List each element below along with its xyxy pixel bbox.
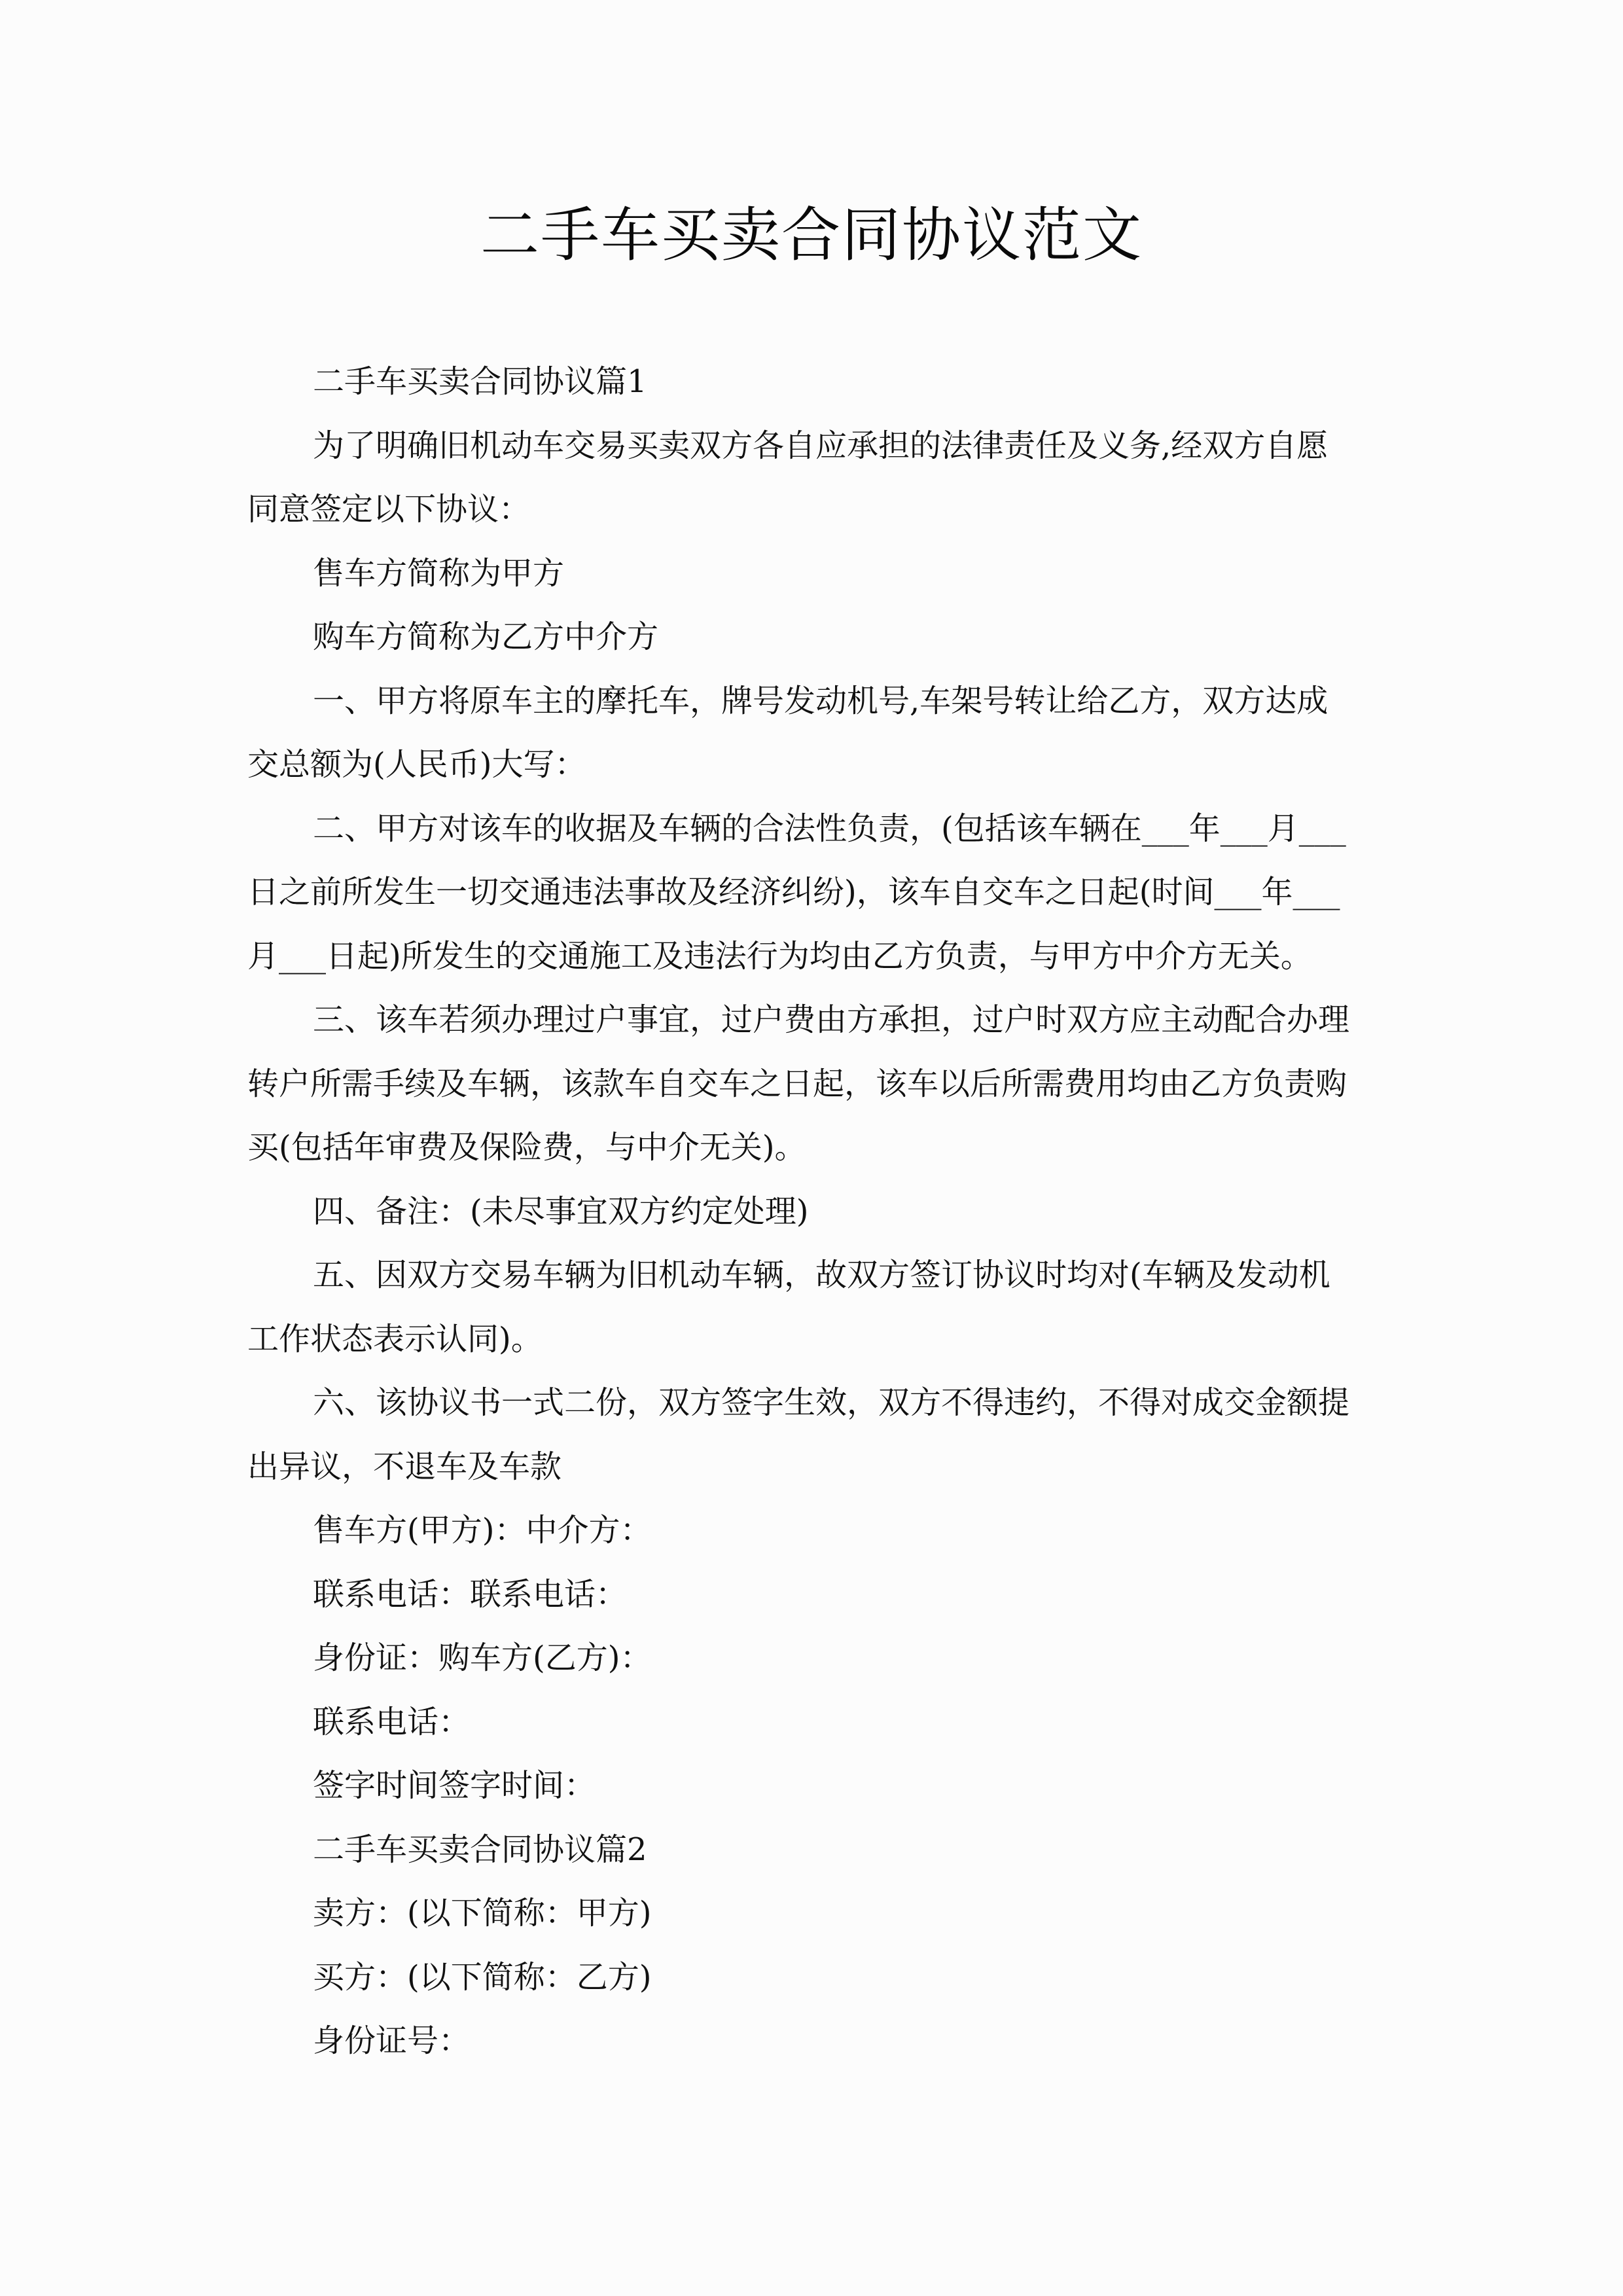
buyer-definition: 购车方简称为乙方中介方 <box>313 619 659 655</box>
seller-party-field: 卖方：(以下简称：甲方) <box>313 1895 652 1931</box>
document-title: 二手车买卖合同协议范文 <box>480 201 1143 270</box>
section-heading-2: 二手车买卖合同协议篇2 <box>313 1831 647 1868</box>
clause-1-line: 一、甲方将原车主的摩托车，牌号发动机号,车架号转让给乙方，双方达成 <box>313 682 1329 719</box>
clause-6-line: 出异议，不退车及车款 <box>247 1448 562 1485</box>
clause-2-line: 二、甲方对该车的收据及车辆的合法性负责，(包括该车辆在___年___月___ <box>313 810 1346 847</box>
intro-paragraph-line: 同意签定以下协议： <box>247 491 531 528</box>
clause-3-line: 买(包括年审费及保险费，与中介无关)。 <box>247 1129 806 1166</box>
clause-3-line: 转户所需手续及车辆，该款车自交车之日起，该车以后所需费用均由乙方负责购 <box>247 1065 1347 1102</box>
clause-5-line: 工作状态表示认同)。 <box>247 1320 543 1357</box>
signature-phone: 联系电话： <box>313 1703 471 1740</box>
clause-4-line: 四、备注：(未尽事宜双方约定处理) <box>313 1193 809 1230</box>
clause-5-line: 五、因双方交易车辆为旧机动车辆，故双方签订协议时均对(车辆及发动机 <box>313 1257 1330 1293</box>
signature-time: 签字时间签字时间： <box>313 1767 596 1804</box>
signature-id-buyer: 身份证：购车方(乙方)： <box>313 1640 652 1676</box>
clause-2-line: 月___日起)所发生的交通施工及违法行为均由乙方负责，与甲方中介方无关。 <box>247 937 1312 975</box>
seller-definition: 售车方简称为甲方 <box>313 554 565 592</box>
signature-seller-agent: 售车方(甲方)：中介方： <box>313 1512 652 1549</box>
buyer-party-field: 买方：(以下简称：乙方) <box>313 1958 652 1996</box>
id-number-field: 身份证号： <box>313 2022 471 2059</box>
clause-3-line: 三、该车若须办理过户事宜，过户费由方承担，过户时双方应主动配合办理 <box>313 1001 1350 1038</box>
intro-paragraph-line: 为了明确旧机动车交易买卖双方各自应承担的法律责任及义务,经双方自愿 <box>313 427 1329 464</box>
clause-1-line: 交总额为(人民币)大写： <box>247 746 586 783</box>
clause-6-line: 六、该协议书一式二份，双方签字生效，双方不得违约，不得对成交金额提 <box>313 1384 1350 1421</box>
clause-2-line: 日之前所发生一切交通违法事故及经济纠纷)，该车自交车之日起(时间___年___ <box>247 874 1340 910</box>
signature-phones: 联系电话：联系电话： <box>313 1575 628 1613</box>
section-heading-1: 二手车买卖合同协议篇1 <box>313 363 647 400</box>
